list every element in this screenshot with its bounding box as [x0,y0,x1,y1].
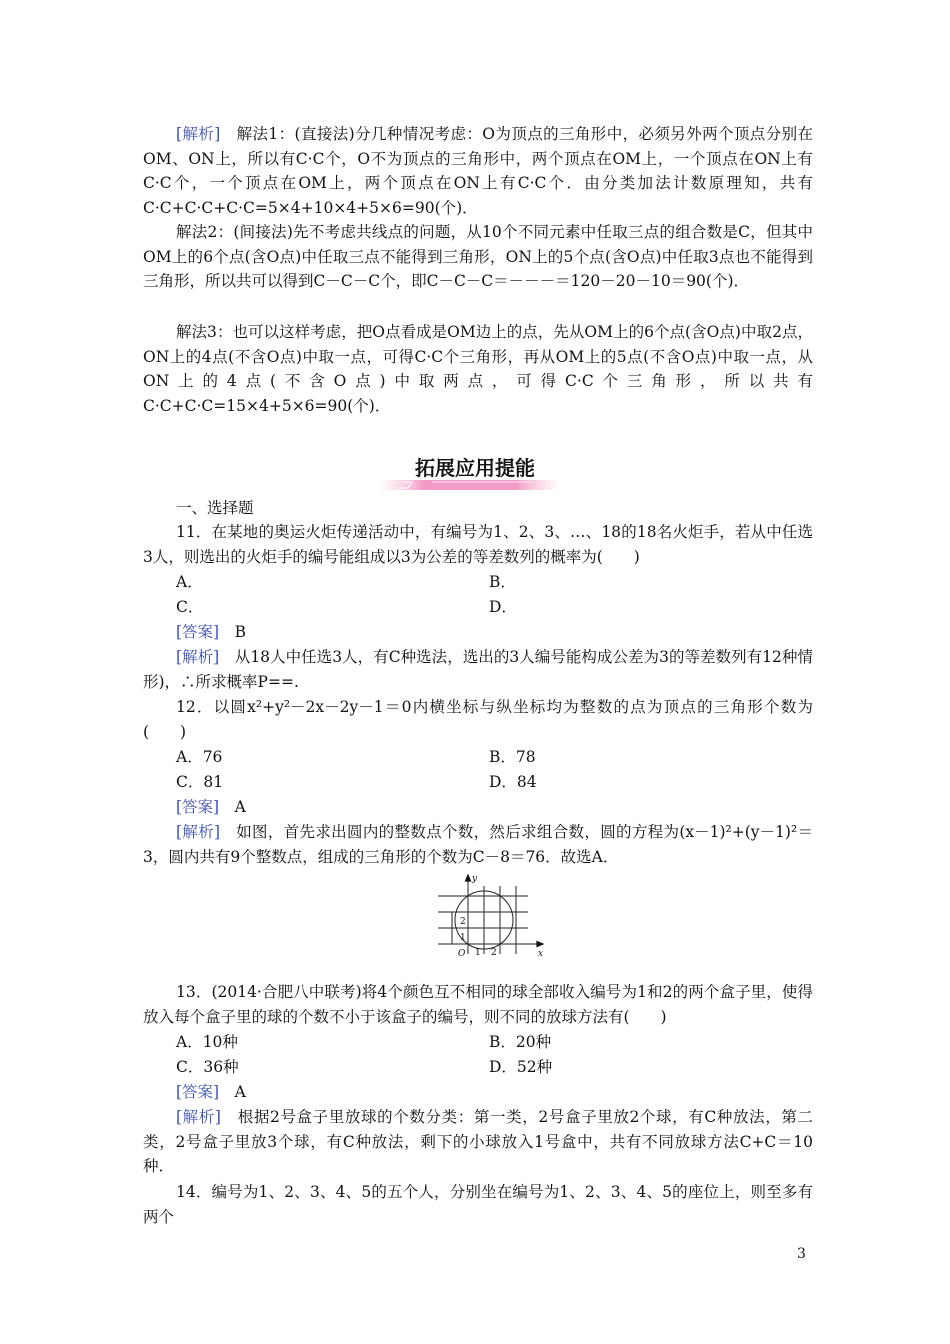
analysis-tag: [解析] [176,823,221,841]
answer-tag: [答案] [176,798,220,816]
q12-answer [176,795,246,819]
x-axis-arrow [537,942,543,947]
q13-option-b: B．20种 [489,1033,552,1051]
x-tick-1: 1 [475,948,481,958]
analysis-tag: [解析] [176,125,221,143]
analysis-method2: 解法2：(间接法)先不考虑共线点的问题，从10个不同元素中任取三点的组合数是C，但其中OM上的6个点(含O点)中任取三点不能得到三角形，ON上的5个点(含O点)中任取3点也不能得到三角形，所以共可以得到C－C－C个，即C－C－C＝－－－＝120－20－10＝90(个)． [143,223,813,290]
answer-tag: [答案] [176,1083,220,1101]
q11-stem: 11．在某地的奥运火炬传递活动中，有编号为1、2、3、…、18的18名火炬手，若从中任选3人，则选出的火炬手的编号能组成以3为公差的等差数列的概率为( ) [143,523,813,566]
q13-analysis [143,1105,813,1179]
analysis-tag: [解析] [176,1108,221,1126]
q12-analysis-text: 如图，首先求出圆内的整数点个数，然后求组合数，圆的方程为(x－1)²+(y－1)²＝3，圆内共有9个整数点，组成的三角形的个数为C－8＝76．故选A． [143,823,813,866]
section-title: 拓展应用提能 [415,456,535,480]
page-number: 3 [797,1246,806,1262]
q12-option-c: C．81 [176,773,224,791]
q12-option-b: B．78 [489,748,536,766]
q13-option-c: C．36种 [176,1058,239,1076]
y-axis-arrow [466,875,471,881]
q11-answer [176,620,246,644]
q11-option-b: B． [489,573,516,591]
answer-value: A [234,1083,246,1101]
q12-option-d: D．84 [489,773,537,791]
q13-option-d: D．52种 [489,1058,553,1076]
q13-analysis-text: 根据2号盒子里放球的个数分类：第一类，2号盒子里放2个球，有C种放法，第二类，2号盒子里放3个球，有C种放法，剩下的小球放入1号盒中，共有不同放球方法C+C＝10种． [143,1108,813,1175]
q14-stem: 14．编号为1、2、3、4、5的五个人，分别坐在编号为1、2、3、4、5的座位上，则至多有两个 [143,1183,813,1226]
q13-answer [176,1080,246,1104]
y-tick-2: 2 [460,917,466,927]
analysis-method1 [143,122,813,220]
q11-option-d: D． [489,598,517,616]
q13-option-a: A．10种 [176,1033,238,1051]
q11-option-c: C． [176,598,204,616]
analysis-tag: [解析] [176,648,220,666]
section-subtitle: 一、选择题 [176,499,254,517]
answer-tag: [答案] [176,623,220,641]
x-tick-2: 2 [491,948,497,958]
circle-grid-figure [430,872,548,962]
answer-value: B [234,623,247,641]
q12-analysis [143,820,813,869]
y-axis-label: y [472,874,478,884]
x-axis-label: x [538,949,544,959]
q11-analysis-text: 从18人中任选3人，有C种选法，选出的3人编号能构成公差为3的等差数列有12种情形)，∴所求概率P==. [143,648,813,691]
answer-value: A [234,798,246,816]
q11-analysis [143,645,813,694]
q13-stem: 13．(2014·合肥八中联考)将4个颜色互不相同的球全部收入编号为1和2的两个盒子里，使得放入每个盒子里的球的个数不小于该盒子的编号，则不同的放球方法有( ) [143,983,813,1026]
q12-option-a: A．76 [176,748,223,766]
q12-stem: 12．以圆x²+y²－2x－2y－1＝0内横坐标与纵坐标均为整数的点为顶点的三角形个数为( ) [143,698,813,741]
title-underline-decoration [372,478,576,492]
y-tick-1: 1 [460,933,466,943]
origin-label: O [458,949,466,959]
analysis-method3: 解法3：也可以这样考虑，把O点看成是OM边上的点，先从OM上的6个点(含O点)中取2点，ON上的4点(不含O点)中取一点，可得C·C个三角形，再从OM上的5点(不含O点)中取一点，从ON上的4点(不含O点)中取两点，可得C·C个三角形，所以共有C·C+C·C=15×4+5×6=90(个)． [143,323,813,415]
method1-text: 解法1：(直接法)分几种情况考虑：O为顶点的三角形中，必须另外两个顶点分别在OM、ON上，所以有C·C个，O不为顶点的三角形中，两个顶点在OM上，一个顶点在ON上有C·C个，一个顶点在OM上，两个顶点在ON上有C·C个．由分类加法计数原理知，共有C·C+C·C+C·C=5×4+10×4+5×6=90(个)． [143,125,813,217]
q11-option-a: A． [176,573,203,591]
